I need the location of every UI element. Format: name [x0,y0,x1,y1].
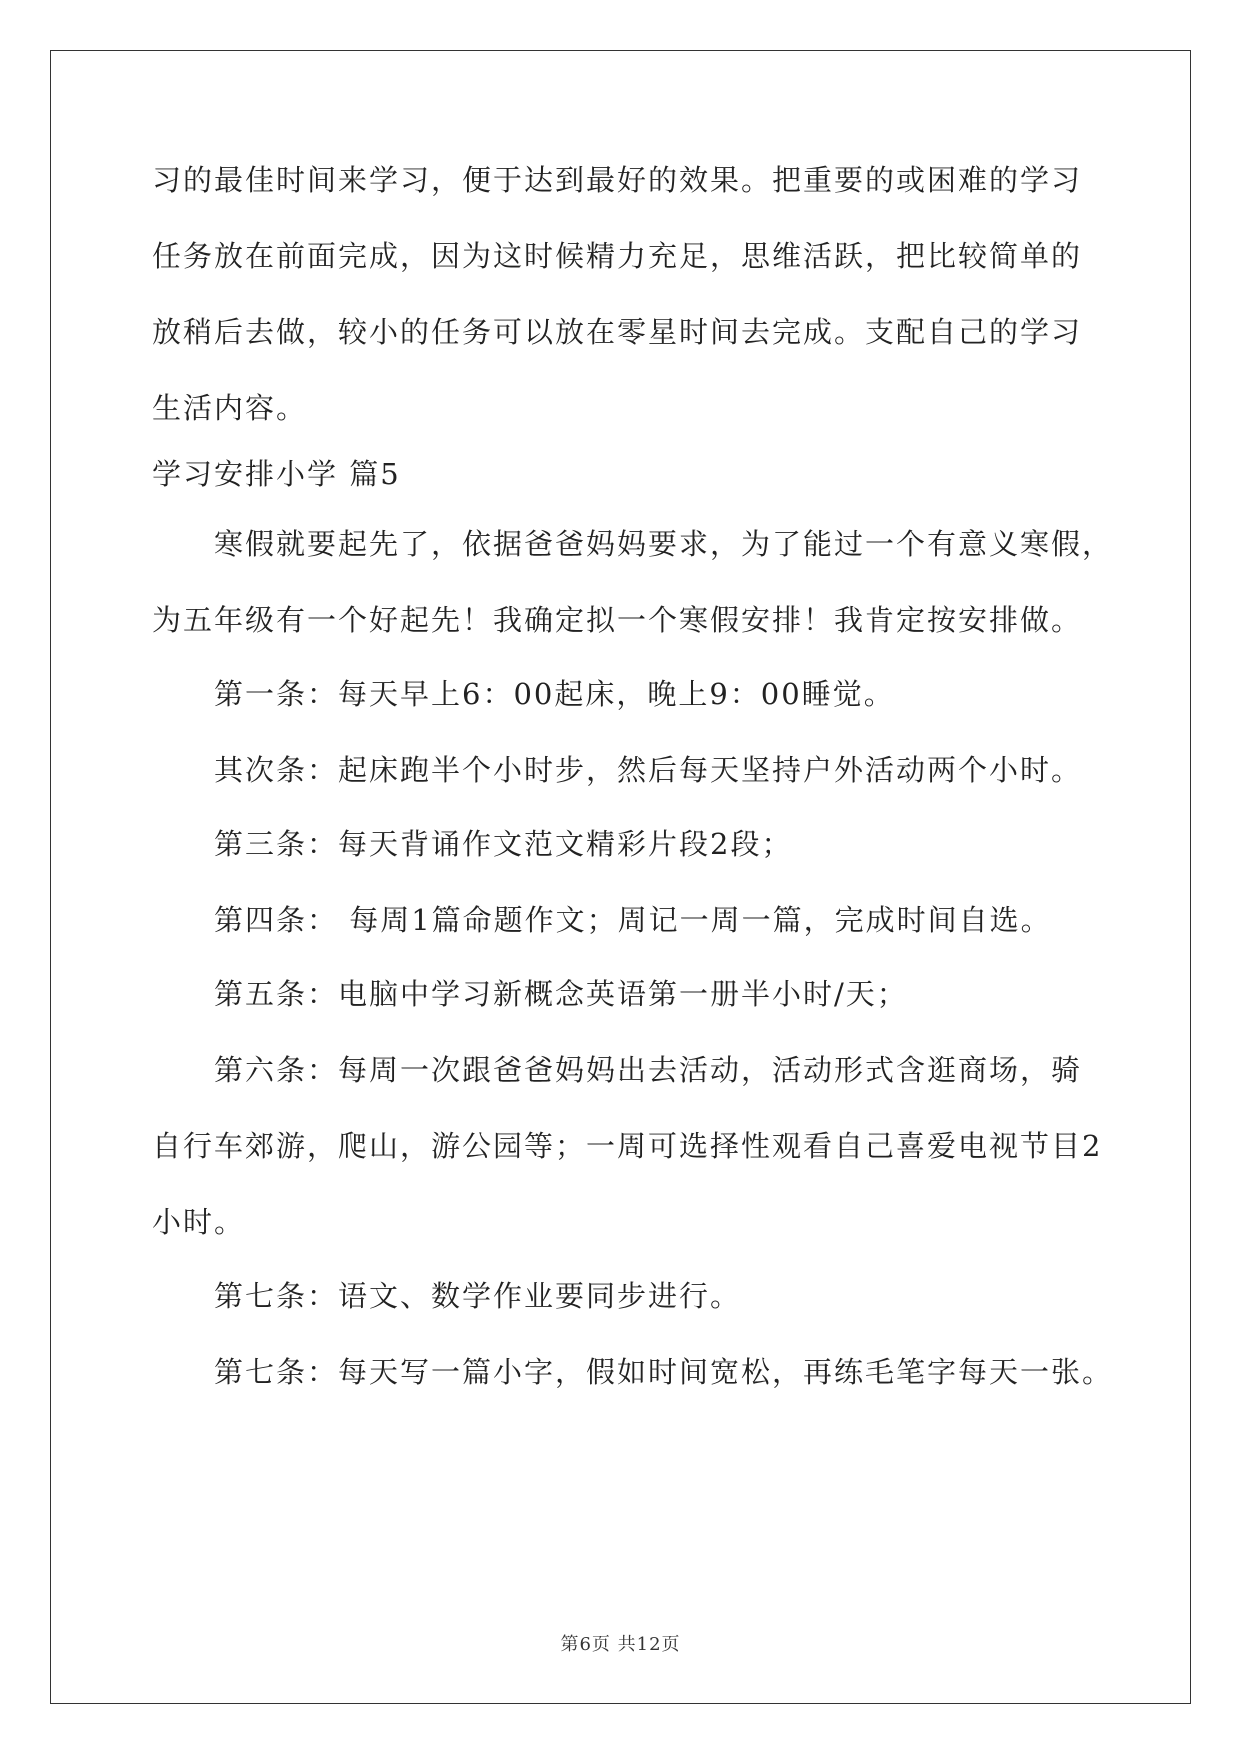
text-line: 其次条：起床跑半个小时步，然后每天坚持户外活动两个小时。 [214,753,1083,787]
text-line: 第三条：每天背诵作文范文精彩片段2段； [214,827,793,861]
text-line: 第六条：每周一次跟爸爸妈妈出去活动，活动形式含逛商场，骑 [214,1053,1083,1087]
text-line: 第四条： 每周1篇命题作文；周记一周一篇，完成时间自选。 [214,903,1052,937]
text-line: 寒假就要起先了，依据爸爸妈妈要求，为了能过一个有意义寒假， [214,527,1114,561]
section-heading: 学习安排小学 篇5 [152,457,401,491]
text-line: 习的最佳时间来学习，便于达到最好的效果。把重要的或困难的学习 [152,163,1083,197]
text-line: 放稍后去做，较小的任务可以放在零星时间去完成。支配自己的学习 [152,315,1083,349]
page-border [50,50,1191,1704]
page-number: 第6页 共12页 [560,1634,681,1655]
text-line: 为五年级有一个好起先！我确定拟一个寒假安排！我肯定按安排做。 [152,603,1083,637]
text-line: 第五条：电脑中学习新概念英语第一册半小时/天； [214,977,908,1011]
text-line: 第七条：语文、数学作业要同步进行。 [214,1279,742,1313]
text-line: 生活内容。 [152,391,308,425]
text-line: 第七条：每天写一篇小字，假如时间宽松，再练毛笔字每天一张。 [214,1355,1114,1389]
text-line: 小时。 [152,1205,246,1239]
text-line: 自行车郊游，爬山，游公园等；一周可选择性观看自己喜爱电视节目2 [152,1129,1103,1163]
text-line: 任务放在前面完成，因为这时候精力充足，思维活跃，把比较简单的 [152,239,1083,273]
text-line: 第一条：每天早上6：00起床，晚上9：00睡觉。 [214,677,895,711]
